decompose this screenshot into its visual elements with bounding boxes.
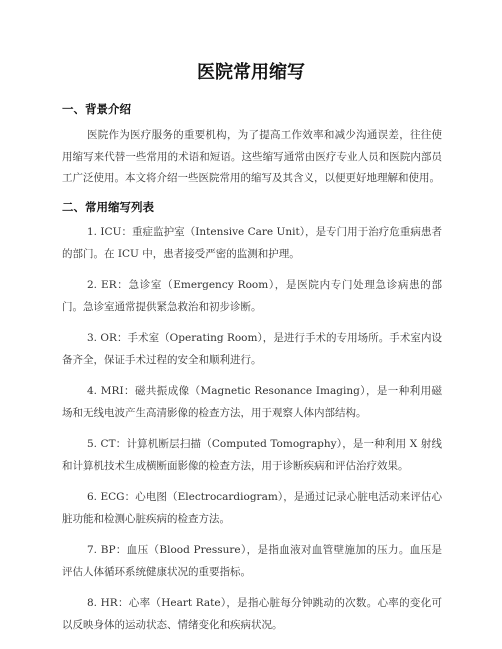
list-item: 3. OR：手术室（Operating Room），是进行手术的专用场所。手术室内设备齐全，保证手术过程的安全和顺利进行。 <box>62 332 442 366</box>
list-item: 8. HR：心率（Heart Rate），是指心脏每分钟跳动的次数。心率的变化可以反映身体的运动状态、情绪变化和疾病状况。 <box>62 597 442 631</box>
list-item: 5. CT：计算机断层扫描（Computed Tomography），是一种利用 X 射线和计算机技术生成横断面影像的检查方法，用于诊断疾病和评估治疗效果。 <box>62 438 442 472</box>
section-heading-background: 一、背景介绍 <box>62 102 131 116</box>
list-item: 1. ICU：重症监护室（Intensive Care Unit），是专门用于治疗危重病患者的部门。在 ICU 中，患者接受严密的监测和护理。 <box>62 226 442 260</box>
list-item: 7. BP：血压（Blood Pressure），是指血液对血管壁施加的压力。血压是评估人体循环系统健康状况的重要指标。 <box>62 544 442 578</box>
list-item: 2. ER：急诊室（Emergency Room），是医院内专门处理急诊病患的部门。急诊室通常提供紧急救治和初步诊断。 <box>62 279 442 313</box>
section-heading-abbreviations: 二、常用缩写列表 <box>62 200 154 214</box>
document-title: 医院常用缩写 <box>197 62 305 83</box>
background-paragraph: 医院作为医疗服务的重要机构，为了提高工作效率和减少沟通误差，往往使用缩写来代替一些常用的术语和短语。这些缩写通常由医疗专业人员和医院内部员工广泛使用。本文将介绍一些医院常用的缩写及其含义，以便更好地理解和使用。 <box>62 129 442 184</box>
list-item: 4. MRI：磁共振成像（Magnetic Resonance Imaging），是一种利用磁场和无线电波产生高清影像的检查方法，用于观察人体内部结构。 <box>62 385 442 419</box>
list-item: 6. ECG：心电图（Electrocardiogram），是通过记录心脏电活动来评估心脏功能和检测心脏疾病的检查方法。 <box>62 491 442 525</box>
